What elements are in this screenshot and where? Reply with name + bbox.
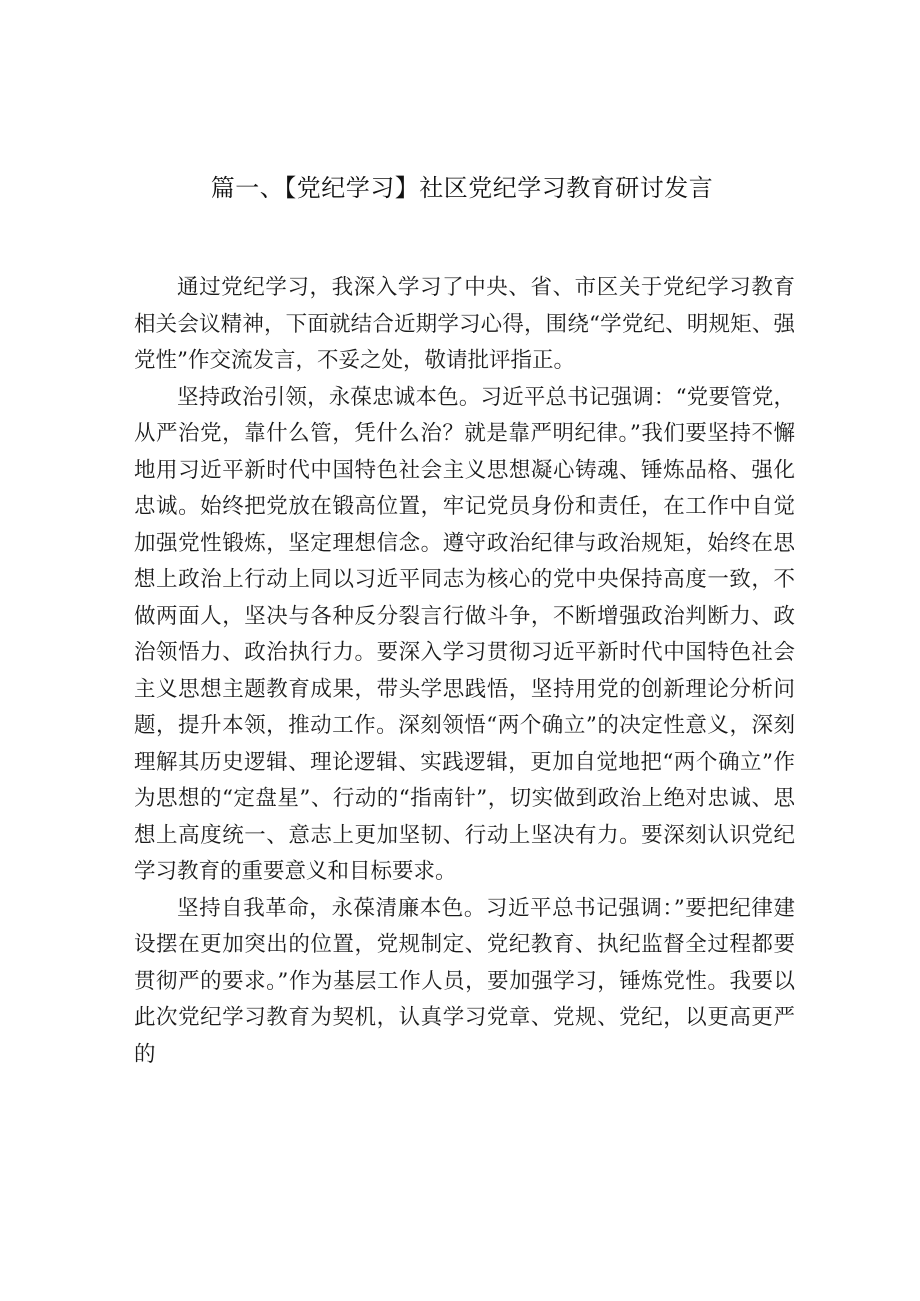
- paragraph-self-revolution: 坚持自我革命，永葆清廉本色。习近平总书记强调：”要把纪律建设摆在更加突出的位置，党规制定、党纪教育、执纪监督全过程都要贯彻严的要求。”作为基层工作人员，要加强学习，锤炼党性。我要以此次党纪学习教育为契机，认真学习党章、党规、党纪，以更高更严的: [134, 895, 795, 1067]
- paragraph-political-guidance: 坚持政治引领，永葆忠诚本色。习近平总书记强调：“党要管党，从严治党，靠什么管，凭什么治？就是靠严明纪律。”我们要坚持不懈地用习近平新时代中国特色社会主义思想凝心铸魂、锤炼品格、强化忠诚。始终把党放在锻高位置，牢记党员身份和责任，在工作中自觉加强党性锻炼，坚定理想信念。遵守政治纪律与政治规矩，始终在思想上政治上行动上同以习近平同志为核心的党中央保持高度一致，不做两面人，坚决与各种反分裂言行做斗争，不断增强政治判断力、政治领悟力、政治执行力。要深入学习贯彻习近平新时代中国特色社会主义思想主题教育成果，带头学思践悟，坚持用党的创新理论分析问题，提升本领，推动工作。深刻领悟“两个确立”的决定性意义，深刻理解其历史逻辑、理论逻辑、实践逻辑，更加自觉地把“两个确立”作为思想的“定盘星”、行动的“指南针”，切实做到政治上绝对忠诚、思想上高度统一、意志上更加坚韧、行动上坚决有力。要深刻认识党纪学习教育的重要意义和目标要求。: [134, 384, 796, 884]
- document-body: [134, 270, 795, 1073]
- paragraph-intro: 通过党纪学习，我深入学习了中央、省、市区关于党纪学习教育相关会议精神，下面就结合近期学习心得，围绕“学党纪、明规矩、强党性”作交流发言，不妥之处，敬请批评指正。: [134, 275, 795, 373]
- document-title: 篇一、【党纪学习】社区党纪学习教育研讨发言: [210, 174, 714, 202]
